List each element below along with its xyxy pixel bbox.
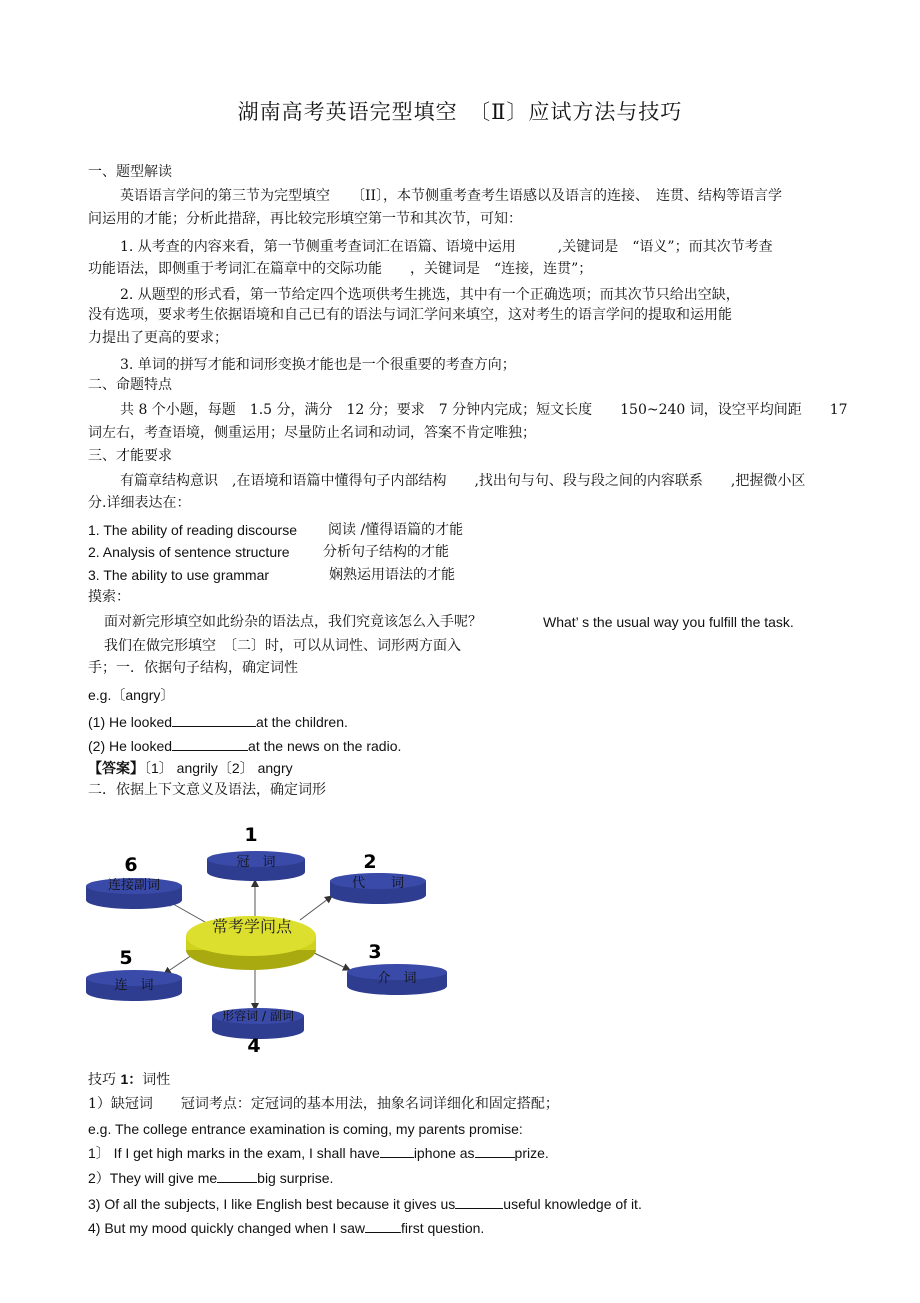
page-title: 湖南高考英语完型填空 〔Ⅱ〕应试方法与技巧 <box>237 100 683 124</box>
diagram-node-number: 3 <box>368 941 382 963</box>
diagram-center-label: 常考学问点 <box>211 917 293 936</box>
paragraph-line: 问运用的才能；分析此措辞，再比较完形填空第一节和其次节，可知： <box>88 211 522 227</box>
diagram-node-label: 连 词 <box>114 978 154 993</box>
paragraph-line: 没有选项，要求考生依据语境和自己已有的语法与词汇学问来填空，这对考生的语言学问的提取和运用能 <box>88 307 732 323</box>
explore-label: 摸索： <box>88 589 130 605</box>
paragraph-line: 功能语法，即侧重于考词汇在篇章中的交际功能 ，关键词是 “连接，连贯”； <box>88 261 593 277</box>
diagram-node-label: 代 词 <box>351 876 405 891</box>
paragraph-line: 共 8 个小题，每题 1.5 分，满分 12 分；要求 7 分钟内完成；短文长度 150~240 词，设空平均间距 17 <box>120 402 848 418</box>
diagram-node-label: 介 词 <box>377 971 417 986</box>
diagram-node-label: 冠 词 <box>236 855 276 870</box>
ability-item-en: 3. The ability to use grammar <box>88 567 270 583</box>
answer-label: 【答案】 <box>88 761 144 777</box>
question-text-en: What’ s the usual way you fulfill the task. <box>543 614 794 630</box>
answer-text: 〔1〕 angrily〔2〕 angry <box>144 760 293 776</box>
paragraph-line: 我们在做完形填空 〔二〕时，可以从词性、词形两方面入 <box>104 638 461 654</box>
section-heading: 三、才能要求 <box>88 448 172 464</box>
ability-item-en: 1. The ability of reading discourse <box>88 522 298 538</box>
section-heading: 二、命题特点 <box>88 377 172 393</box>
paragraph-line: 词左右，考查语境，侧重运用；尽量防止名词和动词，答案不肯定唯独； <box>88 425 536 441</box>
diagram-node-number: 2 <box>363 851 377 873</box>
example-label: e.g.〔angry〕 <box>88 687 175 703</box>
diagram-node-number: 4 <box>247 1035 261 1057</box>
ability-item-en: 2. Analysis of sentence structure <box>88 544 290 560</box>
arrow-to-node-3 <box>312 952 350 970</box>
question-text: 面对新完形填空如此纷杂的语法点，我们究竟该怎么入手呢？ <box>104 614 482 630</box>
tips-heading: 技巧 1：词性 <box>88 1071 171 1088</box>
paragraph-line: 力提出了更高的要求； <box>88 330 228 346</box>
exercise-sentence: 1〕 If I get high marks in the exam, I shall have iphone as prize. <box>88 1145 549 1161</box>
exercise-sentence: 2）They will give me big surprise. <box>88 1170 334 1186</box>
answer-blank[interactable] <box>380 1145 414 1158</box>
paragraph-line: 1. 从考查的内容来看，第一节侧重考查词汇在语篇、语境中运用 ,关键词是 “语义”；而其次节考查 <box>120 239 773 255</box>
paragraph-line: 英语语言学问的第三节为完型填空 〔II〕，本节侧重考查考生语感以及语言的连接、 连贯、结构等语言学 <box>120 188 783 204</box>
exercise-sentence: 4) But my mood quickly changed when I saw first question. <box>88 1220 485 1236</box>
paragraph-line: 有篇章结构意识 ,在语境和语篇中懂得句子内部结构 ,找出句与句、段与段之间的内容联系 ,把握微小区 <box>120 473 806 489</box>
example-sentence: (1) He looked at the children. <box>88 714 348 730</box>
paragraph-line: 二．依据上下文意义及语法，确定词形 <box>88 782 326 798</box>
answer-blank[interactable] <box>475 1145 515 1158</box>
paragraph-line: 3. 单词的拼写才能和词形变换才能也是一个很重要的考查方向； <box>120 357 516 373</box>
example-sentence: e.g. The college entrance examination is coming, my parents promise: <box>88 1121 523 1137</box>
arrow-to-node-2 <box>300 896 332 920</box>
ability-item-zh: 分析句子结构的才能 <box>323 544 449 560</box>
answer-blank[interactable] <box>217 1170 257 1183</box>
section-heading: 一、题型解读 <box>88 164 172 180</box>
answer-blank[interactable] <box>365 1220 401 1233</box>
exercise-sentence: 3) Of all the subjects, I like English best because it gives us useful knowledge of it. <box>88 1196 642 1212</box>
answer-blank[interactable] <box>455 1196 503 1209</box>
example-sentence: (2) He looked at the news on the radio. <box>88 738 402 754</box>
paragraph-line: 1）缺冠词 冠词考点：定冠词的基本用法，抽象名词详细化和固定搭配； <box>88 1096 559 1112</box>
diagram-node-number: 6 <box>124 854 138 876</box>
diagram-node-number: 1 <box>244 824 258 846</box>
diagram-node-number: 5 <box>119 947 133 969</box>
diagram-node-label: 形容词 / 副词 <box>222 1009 294 1023</box>
ability-item-zh: 娴熟运用语法的才能 <box>329 567 455 583</box>
paragraph-line: 2. 从题型的形式看，第一节给定四个选项供考生挑选，其中有一个正确选项；而其次节只给出空缺， <box>120 287 740 303</box>
diagram-node-label: 连接副词 <box>107 878 161 893</box>
arrow-to-node-5 <box>164 955 192 974</box>
paragraph-line: 分.详细表达在： <box>88 495 191 511</box>
ability-item-zh: 阅读 /懂得语篇的才能 <box>328 522 464 538</box>
paragraph-line: 手；一．依据句子结构，确定词性 <box>88 660 298 676</box>
